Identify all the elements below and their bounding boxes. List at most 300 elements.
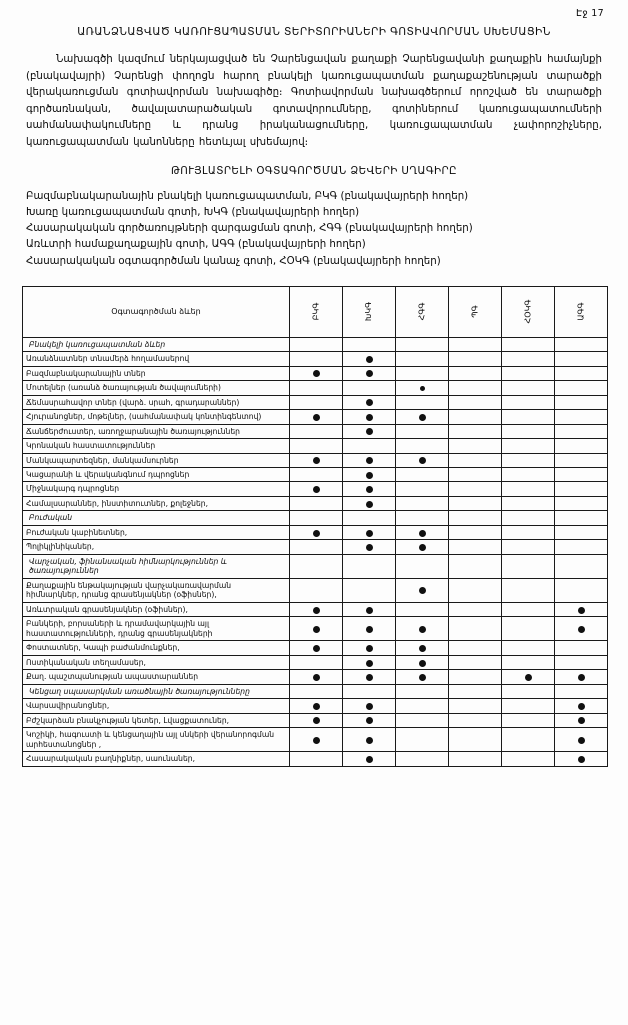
matrix-cell bbox=[343, 395, 396, 409]
matrix-cell bbox=[502, 381, 555, 395]
permitted-dot-icon bbox=[419, 645, 426, 652]
empty-cell bbox=[472, 354, 479, 361]
table-row bbox=[23, 511, 608, 525]
permitted-dot-icon bbox=[419, 457, 426, 464]
matrix-cell bbox=[290, 439, 343, 453]
matrix-cell bbox=[290, 366, 343, 380]
permitted-dot-icon bbox=[313, 486, 320, 493]
matrix-cell bbox=[290, 713, 343, 727]
table-row bbox=[23, 713, 608, 727]
permitted-dot-icon bbox=[313, 703, 320, 710]
permitted-dot-icon bbox=[419, 544, 426, 551]
empty-cell bbox=[472, 499, 479, 506]
empty-cell bbox=[525, 735, 532, 742]
empty-cell bbox=[419, 716, 426, 723]
table-row bbox=[23, 554, 608, 578]
matrix-cell bbox=[343, 617, 396, 641]
matrix-cell bbox=[343, 713, 396, 727]
empty-cell bbox=[472, 605, 479, 612]
empty-cell bbox=[525, 470, 532, 477]
matrix-cell bbox=[290, 752, 343, 766]
matrix-cell bbox=[396, 540, 449, 554]
matrix-cell bbox=[396, 439, 449, 453]
matrix-cell bbox=[502, 617, 555, 641]
matrix-cell bbox=[555, 482, 608, 496]
empty-cell bbox=[313, 340, 320, 347]
permitted-dot-icon bbox=[366, 472, 373, 479]
permitted-dot-icon bbox=[313, 370, 320, 377]
matrix-cell bbox=[396, 728, 449, 752]
matrix-cell bbox=[396, 752, 449, 766]
matrix-cell bbox=[396, 424, 449, 438]
matrix-cell bbox=[502, 482, 555, 496]
column-header-hokg: ՀՕԿԳ bbox=[502, 286, 555, 337]
empty-cell bbox=[366, 441, 373, 448]
empty-cell bbox=[472, 383, 479, 390]
matrix-cell bbox=[290, 482, 343, 496]
row-label: Բուժական bbox=[23, 511, 290, 525]
matrix-cell bbox=[502, 713, 555, 727]
matrix-cell bbox=[555, 381, 608, 395]
empty-cell bbox=[419, 605, 426, 612]
empty-cell bbox=[525, 383, 532, 390]
matrix-cell bbox=[555, 670, 608, 684]
matrix-cell bbox=[502, 468, 555, 482]
matrix-cell bbox=[449, 337, 502, 351]
empty-cell bbox=[525, 701, 532, 708]
matrix-cell bbox=[449, 439, 502, 453]
matrix-cell bbox=[449, 525, 502, 539]
permitted-dot-icon bbox=[366, 370, 373, 377]
matrix-cell bbox=[555, 728, 608, 752]
matrix-cell bbox=[396, 453, 449, 467]
table-row bbox=[23, 366, 608, 380]
matrix-cell bbox=[396, 617, 449, 641]
empty-cell bbox=[525, 658, 532, 665]
empty-cell bbox=[472, 398, 479, 405]
matrix-cell bbox=[555, 511, 608, 525]
empty-cell bbox=[525, 398, 532, 405]
empty-cell bbox=[313, 514, 320, 521]
row-label: Քաղ. պաշտպանության ապաստարաններ bbox=[23, 670, 290, 684]
empty-cell bbox=[419, 441, 426, 448]
matrix-cell bbox=[449, 684, 502, 698]
row-label: Կացարանի և վերականգնում դպրոցներ bbox=[23, 468, 290, 482]
matrix-cell bbox=[502, 752, 555, 766]
permitted-dot-icon bbox=[366, 530, 373, 537]
page-number: Էջ 17 bbox=[575, 8, 604, 19]
empty-cell bbox=[472, 456, 479, 463]
matrix-cell bbox=[449, 617, 502, 641]
matrix-cell bbox=[396, 352, 449, 366]
empty-cell bbox=[419, 354, 426, 361]
matrix-cell bbox=[290, 381, 343, 395]
table-row bbox=[23, 602, 608, 616]
matrix-cell bbox=[343, 554, 396, 578]
table-row bbox=[23, 752, 608, 766]
matrix-cell bbox=[396, 554, 449, 578]
row-label: Վարսավիրանոցներ, bbox=[23, 699, 290, 713]
matrix-cell bbox=[343, 366, 396, 380]
row-label: Մանկապարտեզներ, մանկամսուրներ bbox=[23, 453, 290, 467]
empty-cell bbox=[313, 754, 320, 761]
matrix-cell bbox=[343, 578, 396, 602]
matrix-cell bbox=[555, 352, 608, 366]
empty-cell bbox=[578, 383, 585, 390]
matrix-cell bbox=[502, 424, 555, 438]
permitted-dot-icon bbox=[366, 737, 373, 744]
matrix-cell bbox=[290, 540, 343, 554]
matrix-cell bbox=[555, 366, 608, 380]
legend-item: Հասարակական գործառույթների զարգացման գոտի, ՀԳԳ (բնակավայրերի հողեր) bbox=[26, 223, 473, 235]
matrix-cell bbox=[449, 578, 502, 602]
empty-cell bbox=[578, 644, 585, 651]
matrix-cell bbox=[396, 337, 449, 351]
matrix-cell bbox=[555, 752, 608, 766]
empty-cell bbox=[472, 701, 479, 708]
row-label: Վարչական, ֆինանսական հիմնարկություններ և ծառայություններ bbox=[23, 554, 290, 578]
matrix-cell bbox=[290, 395, 343, 409]
permitted-dot-icon bbox=[313, 674, 320, 681]
empty-cell bbox=[472, 543, 479, 550]
row-label: Քաղաքային ենթակայության վարչակառավարման հիմնարկներ, դրանց գրասենյակներ (օֆիսներ), bbox=[23, 578, 290, 602]
empty-cell bbox=[525, 456, 532, 463]
matrix-cell bbox=[502, 337, 555, 351]
table-row bbox=[23, 496, 608, 510]
column-header-pg: ՊԳ bbox=[449, 286, 502, 337]
matrix-cell bbox=[396, 366, 449, 380]
empty-cell bbox=[525, 624, 532, 631]
matrix-cell bbox=[502, 670, 555, 684]
matrix-cell bbox=[502, 684, 555, 698]
matrix-cell bbox=[502, 453, 555, 467]
table-row bbox=[23, 337, 608, 351]
permitted-dot-icon bbox=[313, 737, 320, 744]
matrix-cell bbox=[290, 352, 343, 366]
empty-cell bbox=[419, 754, 426, 761]
permitted-dot-icon bbox=[366, 756, 373, 763]
table-row bbox=[23, 699, 608, 713]
matrix-cell bbox=[396, 713, 449, 727]
empty-cell bbox=[472, 441, 479, 448]
row-label: Բնակելի կառուցապատման ձևեր bbox=[23, 337, 290, 351]
matrix-cell bbox=[502, 554, 555, 578]
matrix-cell bbox=[555, 540, 608, 554]
empty-cell bbox=[313, 354, 320, 361]
empty-cell bbox=[578, 514, 585, 521]
empty-cell bbox=[419, 340, 426, 347]
empty-cell bbox=[525, 687, 532, 694]
matrix-cell bbox=[343, 424, 396, 438]
matrix-cell bbox=[396, 482, 449, 496]
empty-cell bbox=[366, 562, 373, 569]
matrix-cell bbox=[396, 641, 449, 655]
matrix-cell bbox=[449, 496, 502, 510]
empty-cell bbox=[313, 398, 320, 405]
matrix-cell bbox=[396, 670, 449, 684]
permitted-dot-icon bbox=[366, 399, 373, 406]
permitted-dot-icon bbox=[366, 674, 373, 681]
permitted-dot-icon bbox=[313, 530, 320, 537]
intro-paragraph: Նախագծի կազմում ներկայացված են Չարենցավան քաղաքի Չարենցավանի քաղաքին համայնքի (բնակավայրի) Չարենցի փողոցն հարող բնակելի կառուցապատման քաղաքաշենության տարածքի վերակառուցման գոտիավորման նախագիծը։ Գոտիավորման նախագծերում որոշված են տարածքի գործառնական, ծավալատարածական գոտավորումները, գոտիներում կառուցապատումների սահմանափակումները և դրանց իրականացումները, կառուցապատման չափորոշիչները, կառուցապատման կանոնները հետևյալ սխեմայով։ bbox=[26, 54, 602, 148]
matrix-cell bbox=[449, 482, 502, 496]
matrix-cell bbox=[343, 728, 396, 752]
matrix-cell bbox=[290, 617, 343, 641]
empty-cell bbox=[578, 456, 585, 463]
row-label: Ճեմասրահավոր տներ (վարձ. սրահ, գրադարաններ) bbox=[23, 395, 290, 409]
empty-cell bbox=[472, 427, 479, 434]
matrix-cell bbox=[449, 468, 502, 482]
legend-item: Բազմաբնակարանային բնակելի կառուցապատման, ԲԿԳ (բնակավայրերի հողեր) bbox=[26, 191, 469, 203]
row-label: Կոշիկի, հագուստի և կենցաղային այլ սնկերի վերանորոգման արհեստանոցներ , bbox=[23, 728, 290, 752]
permitted-dot-icon bbox=[578, 626, 585, 633]
matrix-cell bbox=[290, 468, 343, 482]
empty-cell bbox=[366, 586, 373, 593]
permitted-dot-icon bbox=[366, 660, 373, 667]
empty-cell bbox=[472, 673, 479, 680]
empty-cell bbox=[578, 412, 585, 419]
empty-cell bbox=[419, 701, 426, 708]
empty-cell bbox=[472, 470, 479, 477]
permitted-dot-icon bbox=[366, 457, 373, 464]
matrix-cell bbox=[290, 699, 343, 713]
row-label: Առևտրական գրասենյակներ (օֆիսներ), bbox=[23, 602, 290, 616]
matrix-cell bbox=[449, 554, 502, 578]
matrix-cell bbox=[290, 496, 343, 510]
empty-cell bbox=[525, 485, 532, 492]
empty-cell bbox=[472, 754, 479, 761]
matrix-cell bbox=[555, 684, 608, 698]
matrix-cell bbox=[449, 670, 502, 684]
table-row bbox=[23, 482, 608, 496]
matrix-cell bbox=[290, 728, 343, 752]
permitted-dot-icon bbox=[419, 414, 426, 421]
empty-cell bbox=[578, 485, 585, 492]
empty-cell bbox=[419, 687, 426, 694]
matrix-cell bbox=[343, 410, 396, 424]
matrix-cell bbox=[343, 525, 396, 539]
matrix-cell bbox=[449, 728, 502, 752]
legend-item: Առևտրի համաքաղաքային գոտի, ԱԳԳ (բնակավայրերի հողեր) bbox=[26, 239, 366, 251]
matrix-cell bbox=[290, 424, 343, 438]
empty-cell bbox=[472, 485, 479, 492]
empty-cell bbox=[525, 528, 532, 535]
matrix-cell bbox=[396, 468, 449, 482]
matrix-cell bbox=[396, 410, 449, 424]
table-row bbox=[23, 684, 608, 698]
table-row bbox=[23, 617, 608, 641]
table-row bbox=[23, 670, 608, 684]
matrix-cell bbox=[290, 511, 343, 525]
empty-cell bbox=[578, 658, 585, 665]
empty-cell bbox=[313, 499, 320, 506]
table-row bbox=[23, 468, 608, 482]
table-row bbox=[23, 381, 608, 395]
matrix-cell bbox=[555, 602, 608, 616]
empty-cell bbox=[366, 383, 373, 390]
empty-cell bbox=[313, 441, 320, 448]
empty-cell bbox=[525, 441, 532, 448]
matrix-cell bbox=[502, 578, 555, 602]
empty-cell bbox=[578, 340, 585, 347]
matrix-cell bbox=[396, 699, 449, 713]
legend-item: Խառը կառուցապատման գոտի, ԽԿԳ (բնակավայրերի հողեր) bbox=[26, 207, 360, 219]
matrix-cell bbox=[502, 728, 555, 752]
empty-cell bbox=[419, 369, 426, 376]
matrix-cell bbox=[555, 337, 608, 351]
permitted-dot-icon bbox=[578, 674, 585, 681]
matrix-cell bbox=[502, 352, 555, 366]
matrix-cell bbox=[396, 496, 449, 510]
empty-cell bbox=[525, 369, 532, 376]
matrix-cell bbox=[502, 655, 555, 669]
row-label: Բանկերի, բորսաների և դրամավարկային այլ հաստատությունների, դրանց գրասենյակների bbox=[23, 617, 290, 641]
permitted-dot-icon bbox=[313, 607, 320, 614]
matrix-cell bbox=[555, 395, 608, 409]
empty-cell bbox=[578, 528, 585, 535]
table-row bbox=[23, 728, 608, 752]
empty-cell bbox=[525, 340, 532, 347]
empty-cell bbox=[525, 514, 532, 521]
row-label: Բազմաբնակարանային տներ bbox=[23, 366, 290, 380]
matrix-cell bbox=[290, 337, 343, 351]
matrix-cell bbox=[343, 439, 396, 453]
empty-cell bbox=[419, 735, 426, 742]
matrix-cell bbox=[449, 602, 502, 616]
empty-cell bbox=[578, 398, 585, 405]
empty-cell bbox=[419, 499, 426, 506]
permitted-dot-icon bbox=[578, 703, 585, 710]
empty-cell bbox=[578, 354, 585, 361]
row-label: Առանձնատներ տնամերձ հողամասերով bbox=[23, 352, 290, 366]
permitted-dot-icon bbox=[578, 737, 585, 744]
empty-cell bbox=[366, 340, 373, 347]
matrix-cell bbox=[502, 540, 555, 554]
matrix-cell bbox=[396, 684, 449, 698]
table-row bbox=[23, 540, 608, 554]
column-header-uses: Օգտագործման ձևեր bbox=[23, 286, 290, 337]
column-header-agg: ԱԳԳ bbox=[555, 286, 608, 337]
matrix-cell bbox=[290, 670, 343, 684]
empty-cell bbox=[578, 586, 585, 593]
matrix-cell bbox=[555, 641, 608, 655]
matrix-cell bbox=[502, 496, 555, 510]
matrix-cell bbox=[396, 511, 449, 525]
matrix-cell bbox=[555, 554, 608, 578]
matrix-cell bbox=[290, 453, 343, 467]
matrix-cell bbox=[449, 352, 502, 366]
empty-cell bbox=[525, 499, 532, 506]
matrix-cell bbox=[449, 540, 502, 554]
row-label: Համալսարաններ, ինստիտուտներ, քոլեջներ, bbox=[23, 496, 290, 510]
matrix-cell bbox=[555, 617, 608, 641]
matrix-cell bbox=[502, 410, 555, 424]
permitted-dot-icon bbox=[366, 356, 373, 363]
empty-cell bbox=[313, 427, 320, 434]
matrix-cell bbox=[343, 352, 396, 366]
permitted-dot-icon bbox=[419, 587, 426, 594]
matrix-cell bbox=[396, 381, 449, 395]
matrix-cell bbox=[343, 468, 396, 482]
empty-cell bbox=[525, 754, 532, 761]
matrix-cell bbox=[343, 540, 396, 554]
permitted-dot-icon bbox=[419, 660, 426, 667]
empty-cell bbox=[525, 543, 532, 550]
permitted-dot-icon bbox=[313, 414, 320, 421]
empty-cell bbox=[525, 412, 532, 419]
empty-cell bbox=[419, 485, 426, 492]
empty-cell bbox=[419, 398, 426, 405]
matrix-cell bbox=[555, 699, 608, 713]
permitted-dot-icon bbox=[313, 626, 320, 633]
table-row bbox=[23, 439, 608, 453]
matrix-cell bbox=[555, 424, 608, 438]
row-label: Ոստիկանական տեղամասեր, bbox=[23, 655, 290, 669]
matrix-cell bbox=[502, 366, 555, 380]
matrix-cell bbox=[290, 578, 343, 602]
matrix-cell bbox=[396, 602, 449, 616]
matrix-cell bbox=[396, 578, 449, 602]
matrix-cell bbox=[449, 453, 502, 467]
permitted-dot-icon bbox=[578, 607, 585, 614]
matrix-cell bbox=[343, 496, 396, 510]
empty-cell bbox=[313, 383, 320, 390]
empty-cell bbox=[419, 427, 426, 434]
empty-cell bbox=[472, 624, 479, 631]
empty-cell bbox=[472, 735, 479, 742]
empty-cell bbox=[313, 687, 320, 694]
row-label: Պոլիկլինիկաներ, bbox=[23, 540, 290, 554]
empty-cell bbox=[313, 562, 320, 569]
empty-cell bbox=[525, 354, 532, 361]
permitted-dot-icon bbox=[366, 703, 373, 710]
matrix-cell bbox=[290, 554, 343, 578]
empty-cell bbox=[472, 716, 479, 723]
matrix-cell bbox=[555, 578, 608, 602]
table-row bbox=[23, 655, 608, 669]
row-label: Հյուրանոցներ, մոթելներ, (սահմանափակ կոնտինգենտով) bbox=[23, 410, 290, 424]
row-label: Միջնակարգ դպրոցներ bbox=[23, 482, 290, 496]
empty-cell bbox=[578, 470, 585, 477]
permitted-dot-icon bbox=[366, 645, 373, 652]
empty-cell bbox=[472, 658, 479, 665]
matrix-cell bbox=[449, 655, 502, 669]
empty-cell bbox=[578, 441, 585, 448]
table-row bbox=[23, 578, 608, 602]
matrix-cell bbox=[290, 602, 343, 616]
table-row bbox=[23, 395, 608, 409]
matrix-cell bbox=[449, 752, 502, 766]
empty-cell bbox=[578, 427, 585, 434]
matrix-cell bbox=[555, 655, 608, 669]
empty-cell bbox=[313, 470, 320, 477]
matrix-cell bbox=[290, 525, 343, 539]
matrix-cell bbox=[343, 453, 396, 467]
empty-cell bbox=[525, 716, 532, 723]
empty-cell bbox=[472, 514, 479, 521]
matrix-cell bbox=[290, 655, 343, 669]
matrix-cell bbox=[502, 525, 555, 539]
row-label: Բուժական կաբինետներ, bbox=[23, 525, 290, 539]
column-header-khkg: ԽԿԳ bbox=[343, 286, 396, 337]
permitted-dot-icon bbox=[419, 674, 426, 681]
empty-cell bbox=[578, 369, 585, 376]
permitted-dot-icon bbox=[366, 486, 373, 493]
matrix-cell bbox=[343, 670, 396, 684]
matrix-cell bbox=[343, 752, 396, 766]
permitted-dot-icon bbox=[313, 457, 320, 464]
permitted-dot-icon bbox=[366, 544, 373, 551]
